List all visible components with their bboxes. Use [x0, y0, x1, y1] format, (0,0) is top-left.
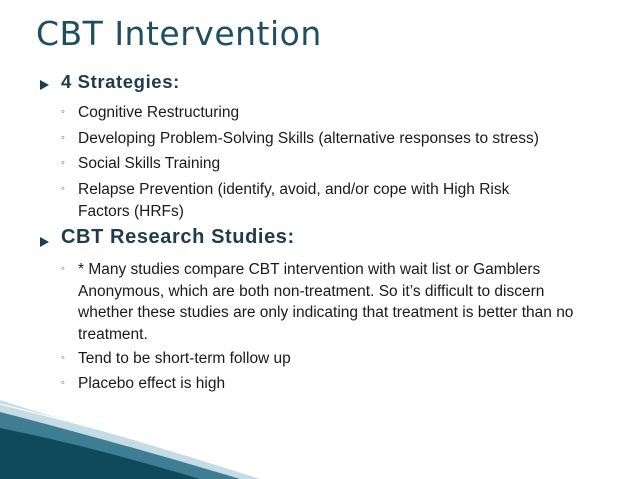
list-item: ◦ Developing Problem-Solving Skills (alternative responses to stress): [61, 128, 601, 150]
circle-bullet-icon: ◦: [61, 183, 65, 195]
circle-bullet-icon: ◦: [61, 157, 65, 169]
circle-bullet-icon: ◦: [61, 132, 65, 144]
list-item: ◦ Tend to be short-term follow up: [61, 348, 601, 370]
list-item: ◦ Social Skills Training: [61, 153, 601, 175]
circle-bullet-icon: ◦: [61, 263, 65, 275]
list-item: ◦ * Many studies compare CBT intervention with wait list or Gamblers Anonymous, which are both non-treatment. So it’s difficult to discern whether these studies are only indicating that treatment is better than no treatment.: [61, 261, 574, 343]
list-item: ◦ Cognitive Restructuring: [61, 102, 601, 124]
circle-bullet-icon: ◦: [61, 377, 65, 389]
list-item: ◦ Placebo effect is high: [61, 373, 601, 395]
circle-bullet-icon: ◦: [61, 352, 65, 364]
circle-bullet-icon: ◦: [61, 106, 65, 118]
page-title: CBT Intervention: [36, 14, 322, 53]
list-item: ◦ Relapse Prevention (identify, avoid, and/or cope with High Risk Factors (HRFs): [61, 181, 510, 220]
